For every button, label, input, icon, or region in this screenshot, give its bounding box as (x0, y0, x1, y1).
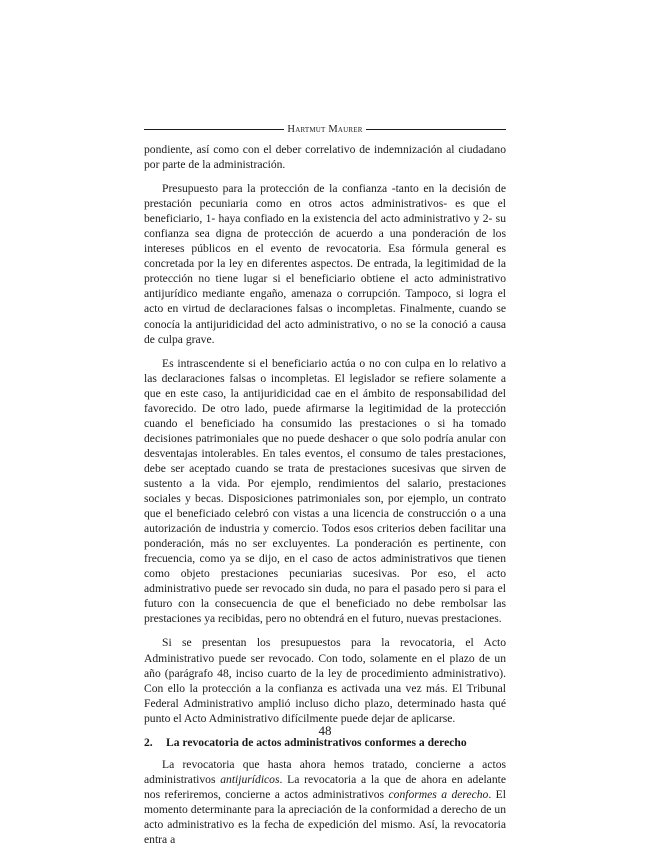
section-number: 2. (144, 735, 153, 749)
italic-term-conformes: conformes a derecho (388, 787, 489, 801)
text-run: La revocatoria que hasta ahora hemos tratado, concierne a actos administrativos (144, 757, 506, 786)
header-rule-right (366, 129, 506, 130)
paragraph-continued: pondiente, así como con el deber correlativo de indemnización al ciudadano por parte de la administración. (144, 143, 506, 172)
text-run: . La revocatoria a la que de ahora en adelante nos referiremos, concierne a actos administrativos (144, 772, 506, 801)
paragraph-revocatoria (144, 757, 506, 847)
paragraph-plazo: Si se presentan los presupuestos para la revocatoria, el Acto Administrativo puede ser revocado. Con todo, solamente en el plazo de un año (parágrafo 48, inciso cuarto de la ley de procedimiento administrativo). Con ello la protección a la confianza es activada una vez más. El Tribunal Federal Administrativo amplió incluso dicho plazo, determinado hasta qué punto el Acto Administrativo difícilmente puede dejar de aplicarse. (144, 636, 506, 725)
italic-term-antijuridicos: antijurídicos (220, 772, 280, 786)
section-title: La revocatoria de actos administrativos conformes a derecho (166, 735, 467, 749)
header-rule-left (144, 129, 284, 130)
paragraph-intrascendente: Es intrascendente si el beneficiario actúa o no con culpa en lo relativo a las declaraciones falsas o incompletas. El legislador se refiere solamente a que en este caso, la antijuridicidad cae en el ámbito de responsabilidad del favorecido. De otro lado, puede afirmarse la legitimidad de la protección cuando el beneficiado ha consumido las prestaciones o si ha tomado decisiones patrimoniales que no puede deshacer o que solo podría anular con desventajas intolerables. En tales eventos, el consumo de tales prestaciones, debe ser aceptado cuando se trata de prestaciones sucesivas que sirven de sustento a la vida. Por ejemplo, rendimientos del salario, prestaciones sociales y becas. Disposiciones patrimoniales son, por ejemplo, un contrato que el beneficiado celebró con vistas a una licencia de construcción o a una autorización de industria y comercio. Todos esos criterios deben facilitar una ponderación, más no ser excluyentes. La ponderación es pertinente, con frecuencia, como ya se dijo, en el caso de actos administrativos que tienen como objeto prestaciones pecuniarias sucesivas. Por eso, el acto administrativo puede ser revocado sin duda, no para el pasado pero si para el futuro con la consecuencia de que el beneficiado no debe rembolsar las prestaciones ya recibidas, pero no obtendrá en el futuro, nuevas prestaciones. (144, 356, 506, 626)
page-number: 48 (318, 723, 332, 738)
running-header-author: Hartmut Maurer (287, 123, 363, 135)
running-header (144, 121, 506, 137)
body-text (144, 142, 506, 856)
text-run: . El momento determinante para la apreciación de la conformidad a derecho de un acto administrativo es la fecha de expedición del mismo. Así, la revocatoria entra a (144, 787, 506, 847)
paragraph-presupuesto: Presupuesto para la protección de la confianza -tanto en la decisión de prestación pecuniaria como en otros actos administrativos- es que el beneficiario, 1- haya confiado en la existencia del acto administrativo y 2- su confianza sea digna de protección de acuerdo a una ponderación de los intereses públicos en el evento de revocatoria. Esa fórmula general es concretada por la ley en diferentes aspectos. De entrada, la legitimidad de la protección no tiene lugar si el beneficiario obtiene el acto administrativo antijurídico mediante engaño, amenaza o corrupción. Tampoco, si logra el acto en virtud de declaraciones falsas o incompletas. Finalmente, cuando se conocía la antijuridicidad del acto administrativo, o no se la conoció a causa de culpa grave. (144, 182, 506, 346)
